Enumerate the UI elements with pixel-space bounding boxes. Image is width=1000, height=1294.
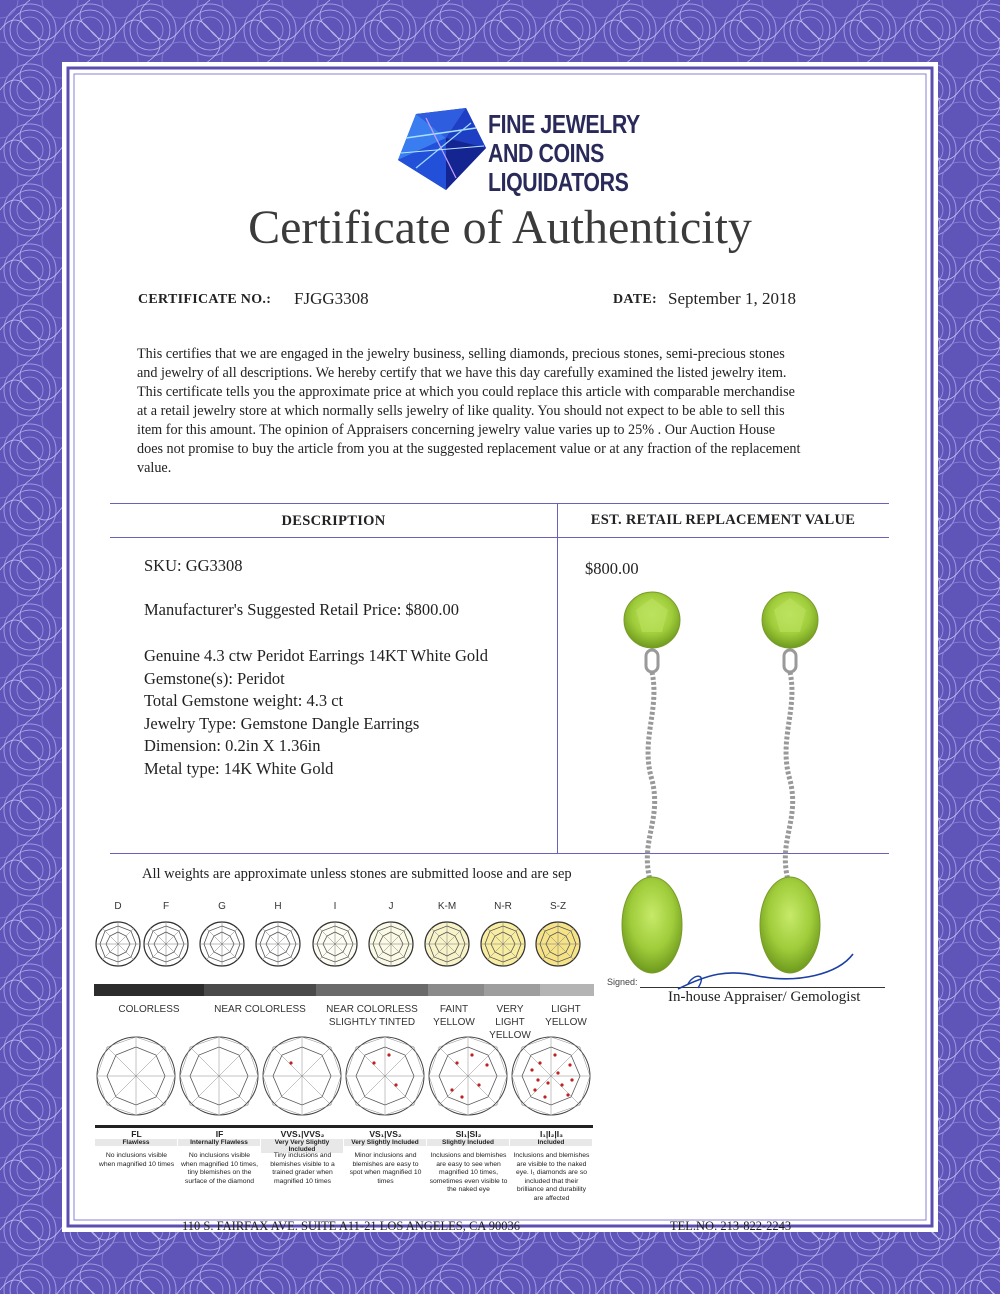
certificate-number-label: CERTIFICATE NO.: [138,292,272,307]
color-grade-label: I [333,901,337,912]
intro-line: item for this amount. The opinion of Appraisers concerning jewelry value varies up to 25% . Our Auction House [137,422,776,438]
intro-paragraph [137,345,897,478]
color-grade-diamond-icon [254,920,302,968]
description-header: DESCRIPTION [281,513,386,529]
color-grade-label: N-R [494,901,512,912]
color-group-label [426,1003,482,1029]
color-group-line1: NEAR COLORLESS [214,1004,306,1015]
detail-item: Jewelry Type: Gemstone Dangle Earrings [144,713,420,733]
clarity-name: Slightly Included [427,1139,509,1146]
color-group-line1: LIGHT [551,1004,581,1015]
table-header-rule [110,537,889,538]
clarity-name: Flawless [95,1139,177,1146]
color-grade-label: S-Z [549,901,567,912]
brand-line-1: FINE JEWELRY [488,109,640,139]
color-grade-diamond-icon [479,920,527,968]
footer-address: 110 S. FAIRFAX AVE. SUITE A11-21 LOS ANGELES, CA 90036 [182,1219,520,1233]
footer-phone: TEL.NO. 213-822-2243 [670,1219,792,1233]
clarity-description: Minor inclusions and blemishes are easy to spot when magnified 10 times [349,1152,422,1185]
detail-item: Dimension: 0.2in X 1.36in [144,736,321,756]
clarity-code: VVS₁|VVS₂ [261,1125,344,1139]
intro-line: value. [137,460,172,476]
value-header: EST. RETAIL REPLACEMENT VALUE [590,512,856,528]
color-group-line1: FAINT [439,1004,469,1015]
color-grade-diamond-icon [198,920,246,968]
clarity-description: No inclusions visible when magnified 10 times [98,1152,175,1168]
color-group-label [316,1003,428,1029]
color-grade-diamond-icon [423,920,471,968]
certificate-title: Certificate of Authenticity [248,201,752,254]
color-grade-label: H [274,901,282,912]
color-group-line1: NEAR COLORLESS [326,1004,418,1015]
msrp: Manufacturer's Suggested Retail Price: $800.00 [144,600,460,619]
clarity-name: Very Slightly Included [344,1139,426,1146]
color-group-line2: SLIGHTLY TINTED [328,1017,416,1028]
signature-scribble [668,944,868,994]
logo-gem-icon [396,108,488,192]
clarity-diamond-icon [178,1035,260,1117]
clarity-code: FL [95,1125,178,1139]
clarity-name: Very Very Slightly Included [261,1139,343,1153]
color-grade-diamond-icon [534,920,582,968]
clarity-code: IF [178,1125,261,1139]
detail-item: Metal type: 14K White Gold [144,758,334,778]
replacement-value: $800.00 [585,559,639,578]
intro-line: does not promise to buy the article from you at the suggested replacement value or at any fraction of the replacement [137,441,801,457]
color-group-line1: VERY LIGHT [495,1004,525,1028]
color-grade-label: D [114,901,122,912]
color-group-line2: YELLOW [433,1017,475,1028]
clarity-name: Included [510,1139,592,1146]
clarity-description: No inclusions visible when magnified 10 times, tiny blemishes on the surface of the diamond [180,1152,259,1185]
color-grade-label: F [162,901,170,912]
brand-line-2: AND COINS [488,138,604,168]
color-grade-label: G [218,901,226,912]
details-list [144,645,488,781]
color-grade-diamond-icon [94,920,142,968]
color-grade-label: K-M [437,901,457,912]
date-label: DATE: [613,292,658,307]
color-group-line2: YELLOW [545,1017,587,1028]
signed-label: Signed: [607,977,638,987]
clarity-diamond-icon [95,1035,177,1117]
brand-line-3: LIQUIDATORS [488,167,629,197]
intro-line: This certificate tells you the approximate price at which you could replace this article with comparable merchandise [137,384,795,400]
clarity-diamond-icon [510,1035,592,1117]
color-group-line2: YELLOW [489,1030,531,1041]
clarity-code: VS₁|VS₂ [344,1125,427,1139]
intro-line: at a retail jewelry store at which normally sells jewelry of like quality. You should not expect to be able to sell this [137,403,785,419]
color-group-label [538,1003,594,1029]
color-grade-label: J [388,901,394,912]
clarity-description: Inclusions and blemishes are easy to see when magnified 10 times, sometimes even visible to the naked eye [429,1152,508,1193]
clarity-description: Inclusions and blemishes are visible to the naked eye. I₁ diamonds are so included that their brilliance and durability are affected [513,1152,590,1202]
detail-item: Genuine 4.3 ctw Peridot Earrings 14KT White Gold [144,646,488,665]
clarity-diamond-icon [261,1035,343,1117]
color-group-label [94,1003,204,1016]
detail-item: Gemstone(s): Peridot [144,668,285,688]
intro-line: and jewelry of all descriptions. We hereby certify that we have this day carefully examined the listed jewelry item. [137,365,787,381]
clarity-diamond-icon [344,1035,426,1117]
earrings-image [600,580,840,975]
table-column-divider [557,503,558,853]
table-top-rule [110,503,889,504]
color-group-label [204,1003,316,1016]
color-group-line1: COLORLESS [118,1004,180,1015]
color-grade-diamond-icon [311,920,359,968]
intro-line: This certifies that we are engaged in the jewelry business, selling diamonds, precious stones, semi-precious stones [137,346,785,362]
detail-item: Total Gemstone weight: 4.3 ct [144,691,344,711]
clarity-code: SI₁|SI₂ [427,1125,510,1139]
color-grade-diamond-icon [367,920,415,968]
sku: SKU: GG3308 [144,556,243,575]
clarity-name: Internally Flawless [178,1139,260,1146]
color-scale-bar [94,984,594,996]
clarity-description: Tiny inclusions and blemishes visible to a trained grader when magnified 10 times [270,1152,335,1185]
date-value: September 1, 2018 [668,289,796,308]
color-grade-diamond-icon [142,920,190,968]
clarity-diamond-icon [427,1035,509,1117]
certificate-number-value: FJGG3308 [294,289,369,308]
clarity-code: I₁|I₂|I₃ [510,1125,593,1139]
weights-note: All weights are approximate unless stones are submitted loose and are sep [142,866,572,882]
appraiser-role: In-house Appraiser/ Gemologist [668,989,861,1005]
